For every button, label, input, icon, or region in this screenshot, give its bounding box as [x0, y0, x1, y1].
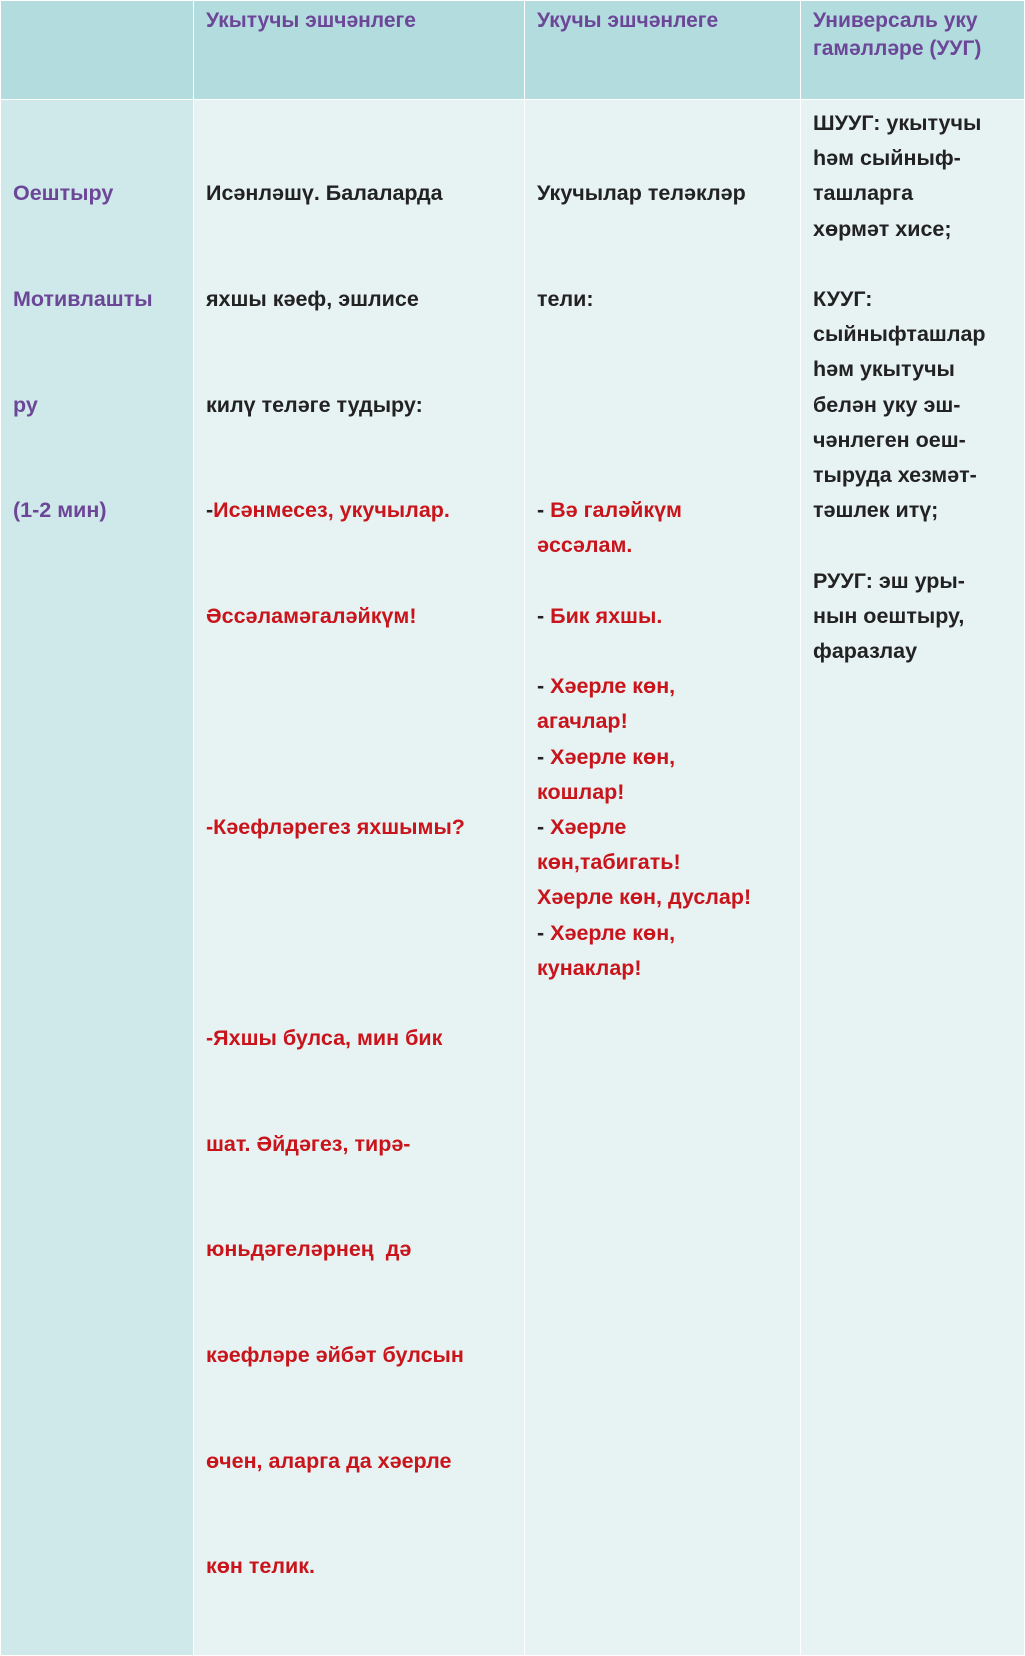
student-reply-line: агачлар!	[537, 709, 628, 734]
student-reply-line	[537, 634, 792, 669]
stage-cell	[1, 100, 194, 1656]
teacher-intro: Исәнләшү. Балаларда	[206, 181, 443, 206]
uug-line: хөрмәт хисе;	[813, 216, 952, 241]
student-reply-line: Хәерле көн, дуслар!	[537, 885, 752, 910]
student-reply-line: кунаклар!	[537, 955, 642, 980]
stage-text: Оештыру Мотивлашты ру (1-2 мин)	[13, 181, 153, 523]
student-reply-line: - Хәерле	[537, 815, 627, 840]
student-reply-line: кошлар!	[537, 779, 625, 804]
header-stage	[1, 1, 194, 100]
teacher-closing: -Яхшы булса, мин бик	[206, 1026, 443, 1051]
uug-cell	[801, 100, 1025, 1656]
uug-line: һәм сыйныф-	[813, 146, 961, 171]
uug-line: ташларга	[813, 181, 914, 206]
uug-line: нын оештыру,	[813, 603, 965, 628]
uug-line: һәм укытучы	[813, 357, 955, 382]
table-row	[1, 100, 1025, 1656]
uug-line: фаразлау	[813, 639, 918, 664]
student-reply-line: әссәлам.	[537, 533, 633, 558]
student-reply-line: - Хәерле көн,	[537, 674, 676, 699]
student-activity-cell: Укучылар теләкләр тели: - Вә галәйкүм әссәлам. - Бик яхшы. - Хәерле көн, агачлар! - Хәерле көн, кошлар! - Хәерле көн,табигать! Хәерле көн, дуслар! - Хәерле көн, кунаклар!	[525, 100, 801, 1656]
student-intro: Укучылар теләкләр	[537, 181, 746, 206]
teacher-greeting: -Исәнмесез, укучылар.	[206, 498, 450, 523]
uug-line	[813, 528, 1016, 563]
student-reply-line: - Хәерле көн,	[537, 744, 676, 769]
uug-line: тыруда хезмәт-	[813, 463, 977, 488]
uug-line: КУУГ:	[813, 287, 873, 311]
header-student-activity: Укучы эшчәнлеге	[525, 1, 801, 100]
header-uug: Универсаль уку гамәлләре (УУГ)	[801, 1, 1025, 100]
uug-line: тәшлек итү;	[813, 498, 939, 523]
uug-line: сыйныфташлар	[813, 322, 986, 347]
student-replies	[537, 493, 792, 986]
student-reply-line: - Вә галәйкүм	[537, 498, 682, 523]
student-reply-line	[537, 564, 792, 599]
student-reply-line: - Бик яхшы.	[537, 603, 663, 628]
student-reply-line: көн,табигать!	[537, 850, 681, 875]
student-reply-line: - Хәерле көн,	[537, 920, 676, 945]
uug-line: белән уку эш-	[813, 392, 961, 417]
uug-line: РУУГ: эш уры-	[813, 568, 965, 593]
uug-text	[801, 100, 1024, 669]
teacher-activity-cell: Исәнләшү. Балаларда яхшы кәеф, эшлисе килү теләге тудыру: -Исәнмесез, укучылар. Әссәламәгаләйкүм! -Кәефләрегез яхшымы? -Яхшы булса, мин бик шат. Әйдәгез, тирә- юньдәгеләрнең дә кәефләре әйбәт булсын өчен, аларга да хәерле көн телик.	[194, 100, 525, 1656]
header-row	[1, 1, 1025, 100]
uug-line	[813, 247, 1016, 282]
header-teacher-activity: Укытучы эшчәнлеге	[194, 1, 525, 100]
uug-line: ШУУГ: укытучы	[813, 111, 982, 135]
teacher-question: -Кәефләрегез яхшымы?	[206, 815, 465, 840]
uug-line: чәнлеген оеш-	[813, 427, 966, 452]
